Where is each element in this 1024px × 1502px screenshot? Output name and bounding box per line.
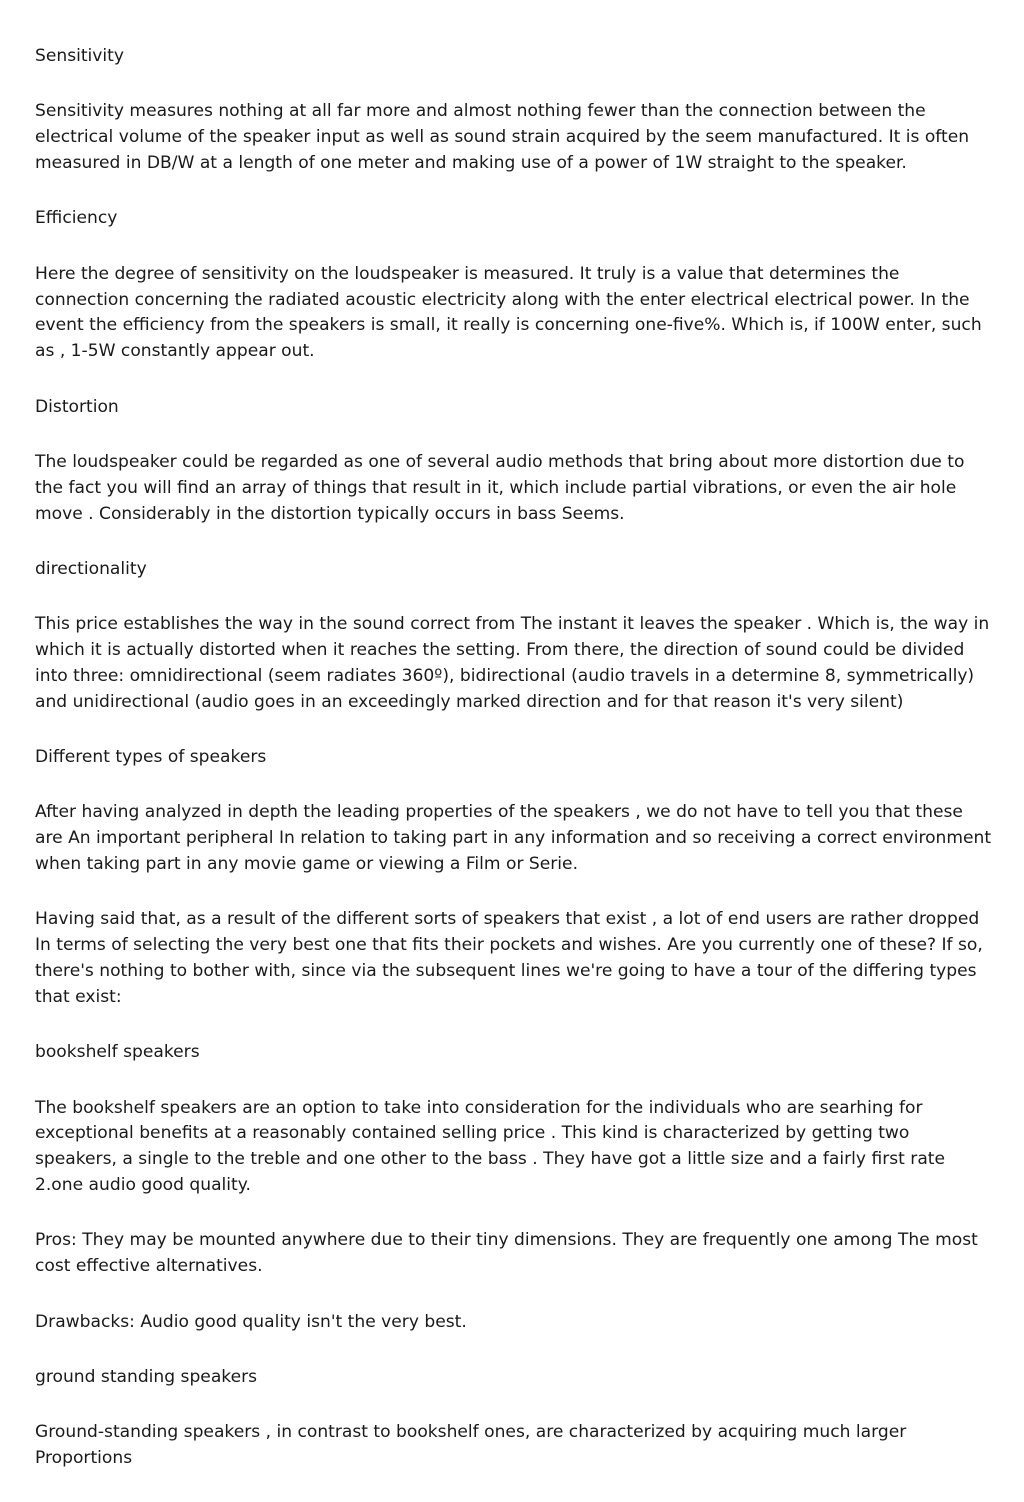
heading-distortion: Distortion [35, 396, 119, 417]
heading-bookshelf-speakers: bookshelf speakers [35, 1042, 200, 1063]
heading-sensitivity: Sensitivity [35, 46, 124, 66]
paragraph-bookshelf-drawbacks: Drawbacks: Audio good quality isn't the very best. [35, 1311, 467, 1332]
paragraph-speaker-types-intro: After having analyzed in depth the leading properties of the speakers , we do not have to tell you that these are An important peripheral In relation to taking part in any information and so receiving a correct environment when taking part in any movie game or viewing a Film or Serie. [35, 802, 992, 875]
heading-ground-standing-speakers: ground standing speakers [35, 1367, 258, 1387]
paragraph-directionality: This price establishes the way in the sound correct from The instant it leaves the speaker . Which is, the way in which it is actually distorted when it reaches the setting. From there, the direction of sound could be divided into three: omnidirectional (seem radiates 360º), bidirectional (audio travels in a determine 8, symmetrically) and unidirectional (audio goes in an exceedingly marked direction and for that reason it's very silent) [35, 614, 990, 712]
heading-efficiency: Efficiency [35, 208, 118, 229]
document-page [35, 44, 995, 1502]
paragraph-bookshelf-speakers: The bookshelf speakers are an option to take into consideration for the individuals who are searhing for exceptional benefits at a reasonably contained selling price . This kind is characterized by getting two speakers, a single to the treble and one other to the bass . They have got a little size and a fairly first rate 2.one audio good quality. [35, 1097, 946, 1196]
paragraph-speaker-types-tour: Having said that, as a result of the different sorts of speakers that exist , a lot of end users are rather dropped In terms of selecting the very best one that fits their pockets and wishes. Are you currently one of these? If so, there's nothing to bother with, since via the subsequent lines we're going to have a tour of the differing types that exist: [35, 909, 983, 1007]
paragraph-ground-standing-speakers: Ground-standing speakers , in contrast to bookshelf ones, are characterized by acquiring much larger Proportions [35, 1422, 907, 1469]
paragraph-bookshelf-pros: Pros: They may be mounted anywhere due to their tiny dimensions. They are frequently one among The most cost effective alternatives. [35, 1230, 978, 1277]
heading-directionality: directionality [35, 558, 147, 579]
paragraph-sensitivity: Sensitivity measures nothing at all far more and almost nothing fewer than the connection between the electrical volume of the speaker input as well as sound strain acquired by the seem manufactured. It is often measured in DB/W at a length of one meter and making use of a power of 1W straight to the speaker. [35, 101, 970, 173]
heading-speaker-types: Different types of speakers [35, 747, 267, 768]
paragraph-efficiency: Here the degree of sensitivity on the loudspeaker is measured. It truly is a value that determines the connection concerning the radiated acoustic electricity along with the enter electrical electrical power. In the event the efficiency from the speakers is small, it really is concerning one-five%. Which is, if 100W enter, such as , 1-5W constantly appear out. [35, 263, 982, 362]
paragraph-distortion: The loudspeaker could be regarded as one of several audio methods that bring about more distortion due to the fact you will find an array of things that result in it, which include partial vibrations, or even the air hole move . Considerably in the distortion typically occurs in bass Seems. [35, 451, 965, 524]
